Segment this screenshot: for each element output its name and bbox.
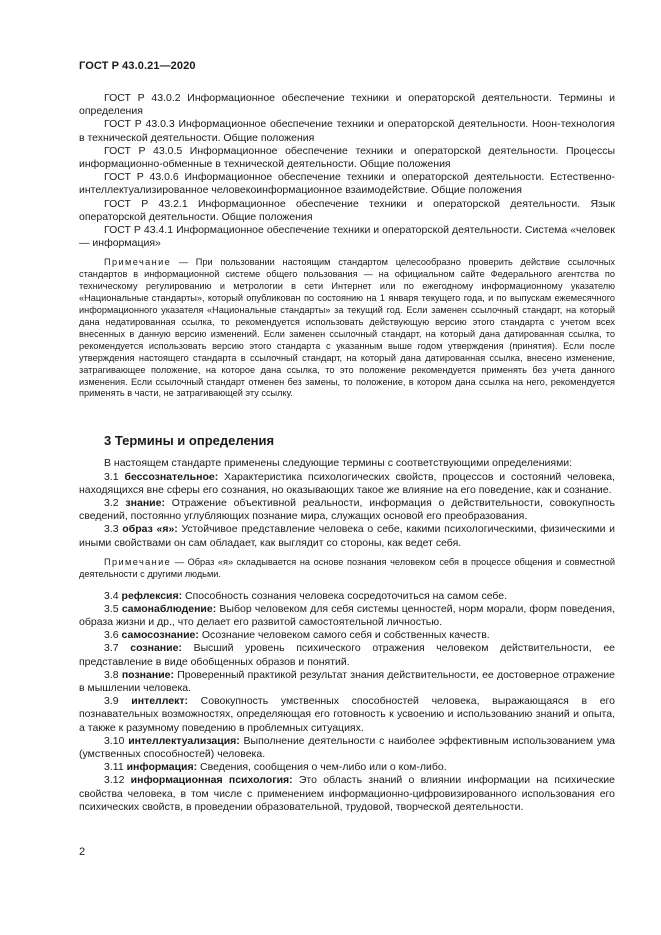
term-name: рефлексия: [121,589,183,602]
note-label: Примечание [104,556,172,567]
reference-item: ГОСТ Р 43.4.1 Информационное обеспечение техники и операторской деятельности. Система «человек — информация» [79,224,615,250]
term-number: 3.8 [104,668,119,681]
term-definition: Совокупность умственных способностей человека, выражающаяся в его познавательных возможностях, определяющая его готовность к усвоению и использованию знаний и опыта, а также к разумному поведению в проблемных ситуациях. [79,695,615,734]
term-number: 3.11 [104,761,124,774]
note-text: — Образ «я» складывается на основе познания человеком себя в процессе общения и совместной деятельности с другими людьми. [79,556,615,579]
document-header: ГОСТ Р 43.0.21—2020 [79,60,196,72]
term-number: 3.3 [104,523,119,536]
term-definition: Отражение объективной реальности, информация о действительности, совокупность сведений, постоянно углубляющих познание мира, служащих основой его преобразования. [79,496,615,523]
note-label: Примечание [104,257,172,268]
term-entry [79,669,615,695]
term-entry [79,629,615,642]
term-definition: Способность сознания человека сосредоточиться на самом себе. [182,589,508,602]
term-name: самонаблюдение: [121,602,217,615]
term-entry [79,735,615,761]
term-definition: Это область знаний о влиянии информации на психические свойства человека, в том числе с применением информационно-цифровизированного использования его психических свойств, в проведении образовательной, трудовой, творческой деятельности. [79,774,615,813]
term-definition: Осознание человеком самого себя и собственных качеств. [198,629,490,642]
term-entry [79,761,615,774]
reference-item: ГОСТ Р 43.2.1 Информационное обеспечение техники и операторской деятельности. Язык операторской деятельности. Общие положения [79,197,615,223]
reference-item: ГОСТ Р 43.0.3 Информационное обеспечение техники и операторской деятельности. Ноон-технология в технической деятельности. Общие положения [79,118,615,144]
term-definition: Выполнение деятельности с наиболее эффективным использованием ума (умственных способностей) человека. [79,734,616,760]
term-entry [79,523,615,549]
section-heading: 3 Термины и определения [104,433,275,449]
term-entry [79,603,615,629]
references-note [79,257,615,400]
term-number: 3.6 [104,629,119,642]
term-name: информационная психология: [130,774,293,787]
note-text: — При пользовании настоящим стандартом целесообразно проверить действие ссылочных стандартов в информационной системе общего пользования — на официальном сайте Федерального агентства по техническому регулированию и метрологии в сети Интернет или по ежегодному информационному указателю «Национальные стандарты», который опубликован по состоянию на 1 января текущего года, и по выпускам ежемесячного информационного указателя «Национальные стандарты» за текущий год. Если заменен ссылочный стандарт, на который дана недатированная ссылка, то рекомендуется использовать действующую версию этого стандарта с учетом всех внесенных в данную версию изменений. Если заменен ссылочный стандарт, на который дана датированная ссылка, то рекомендуется использовать версию этого стандарта с указанным выше годом утверждения (принятия). Если после утверждения настоящего стандарта в ссылочный стандарт, на который дана датированная ссылка, внесено изменение, затрагивающее положение, на которое дана ссылка, то это положение рекомендуется применять без учета данного изменения. Если ссылочный стандарт отменен без замены, то положение, в котором дана ссылка на него, рекомендуется применять в части, не затрагивающей эту ссылку. [79,257,615,399]
term-definition: Характеристика психологических свойств, процессов и состояний человека, находящихся вне сферы его сознания, но оказывающих такое же влияние на его поведение, как и сознание. [79,470,616,496]
term-name: интеллектуализация: [128,734,240,747]
term-name: бессознательное: [124,470,219,483]
term-definition: Высший уровень психического отражения человеком действительности, ее представление в виде обобщенных образов и понятий. [79,642,615,668]
term-number: 3.10 [104,734,125,747]
section-intro: В настоящем стандарте применены следующие термины с соответствующими определениями: [104,457,573,470]
term-note [79,557,615,581]
term-number: 3.9 [104,695,119,708]
term-name: интеллект: [131,695,188,708]
term-number: 3.1 [104,470,119,483]
term-entry [79,497,615,523]
term-name: познание: [121,668,174,681]
term-definition: Устойчивое представление человека о себе, какими психологическими, физическими и иными свойствами он сам обладает, как выглядит со стороны, как ведет себя. [79,523,615,549]
term-entry [79,471,615,497]
normative-references [79,92,615,250]
term-definition: Выбор человеком для себя системы ценностей, норм морали, форм поведения, образа жизни и др., что делает его развитой самостоятельной личностью. [79,602,615,628]
term-entry [79,642,615,668]
term-name: образ «я»: [122,523,178,536]
terms-list-a [79,471,615,550]
term-name: информация: [126,761,198,774]
term-entry [79,695,615,735]
term-name: знание: [125,496,165,509]
term-number: 3.7 [104,642,119,655]
term-definition: Сведения, сообщения о чем-либо или о ком-либо. [197,761,447,774]
term-definition: Проверенный практикой результат знания действительности, ее достоверное отражение в мышлении человека. [79,668,615,694]
reference-item: ГОСТ Р 43.0.5 Информационное обеспечение техники и операторской деятельности. Процессы информационно-обменные в технической деятельности. Общие положения [79,144,615,171]
page-number: 2 [79,846,86,858]
term-entry [79,590,615,603]
term-number: 3.2 [104,496,119,509]
terms-list-b [79,590,615,814]
term-number: 3.5 [104,602,119,615]
term-number: 3.12 [104,774,125,787]
document-body [79,92,615,814]
term-name: самосознание: [121,629,199,642]
term-number: 3.4 [104,589,119,602]
term-entry [79,774,615,814]
term-name: сознание: [130,642,182,655]
reference-item: ГОСТ Р 43.0.2 Информационное обеспечение техники и операторской деятельности. Термины и определения [79,92,615,118]
reference-item: ГОСТ Р 43.0.6 Информационное обеспечение техники и операторской деятельности. Естественно-интеллектуализированное человекоинформационное взаимодействие. Общие положения [79,171,615,197]
